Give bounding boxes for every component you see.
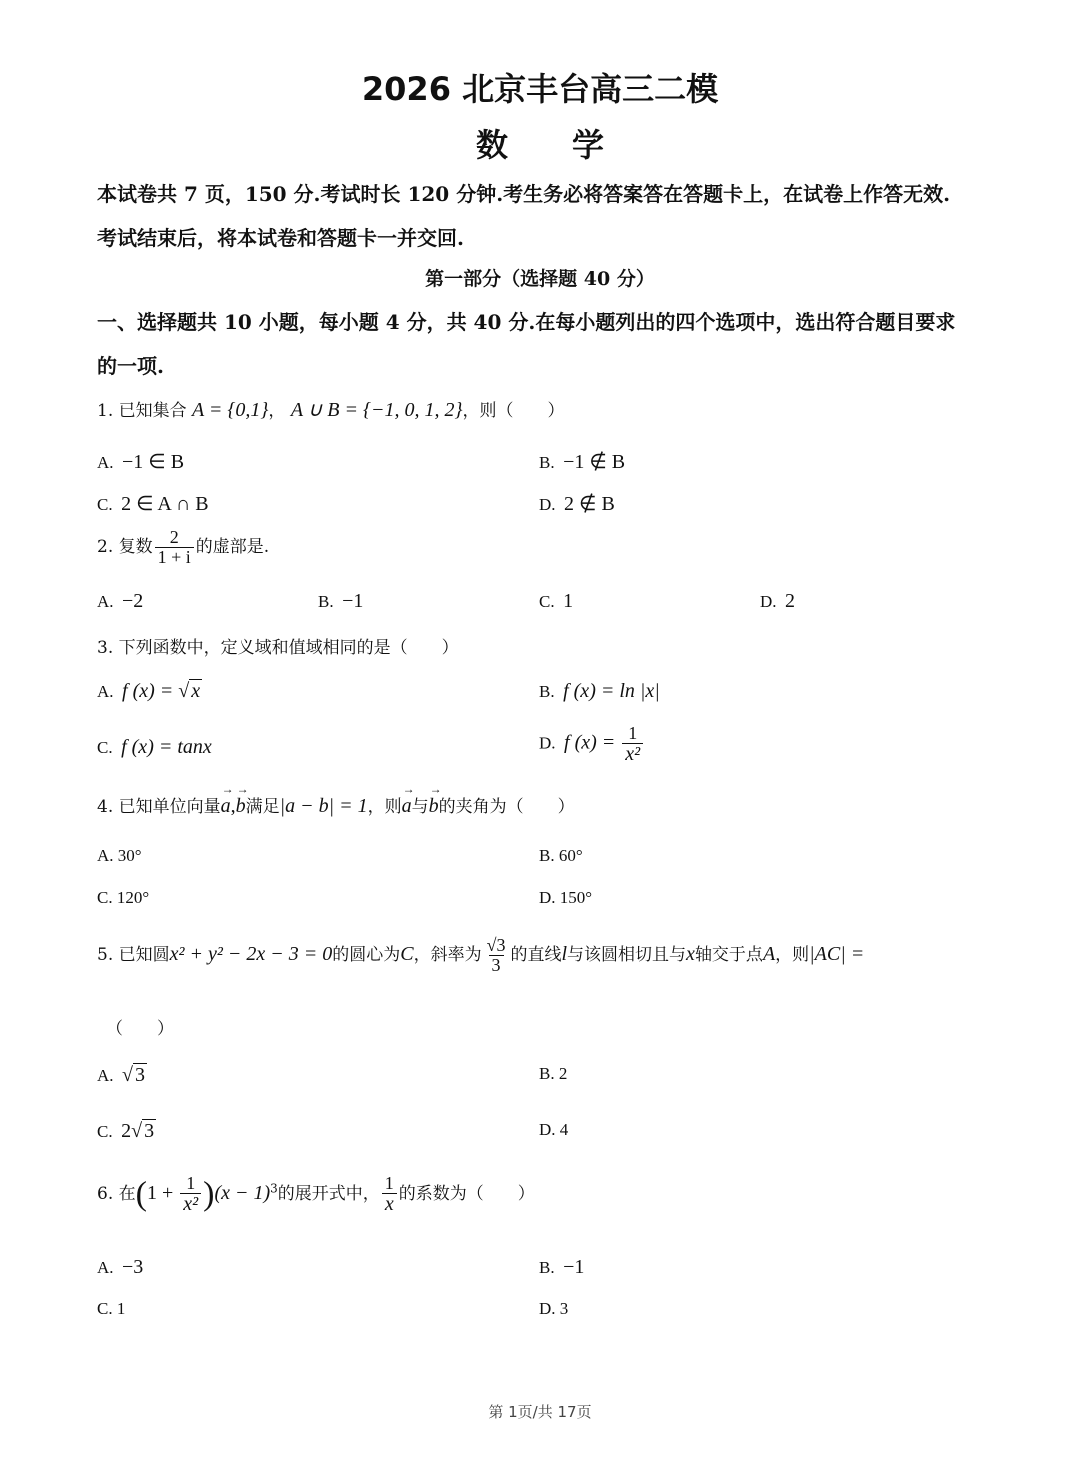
question-number: 5. bbox=[97, 944, 114, 965]
vector-b: → b bbox=[236, 795, 246, 818]
q4-option-c: C. 120° bbox=[97, 888, 150, 907]
question-number: 3. bbox=[97, 638, 114, 658]
question-number: 6. bbox=[97, 1183, 114, 1204]
question-text: ，则 bbox=[367, 797, 402, 817]
q3-option-b: B. f (x) = ln |x| bbox=[539, 680, 660, 702]
question-number: 4. bbox=[97, 797, 114, 817]
q1-option-a: A. −1 ∈ B bbox=[97, 451, 185, 473]
q2-option-c: C. 1 bbox=[539, 590, 574, 612]
question-text: 与 bbox=[411, 797, 429, 817]
q6-option-b: B. −1 bbox=[539, 1256, 585, 1278]
question-text: 已知单位向量 bbox=[118, 797, 221, 817]
question-5: 5. 已知圆x² + y² − 2x − 3 = 0的圆心为C，斜率为 $\frac{√3}{3}$ 的直线l与该圆相切且与x轴交于点A，则|AC| = bbox=[97, 935, 865, 975]
q3-option-c: C. f (x) = tanx bbox=[97, 736, 212, 758]
question-text: ，则（ ） bbox=[462, 401, 565, 421]
question-text: ， bbox=[268, 401, 286, 421]
fraction: $\frac{2}{1 + i}$ bbox=[155, 528, 194, 567]
q1-option-d: D. 2 ∉ B bbox=[539, 493, 615, 515]
question-1 bbox=[97, 396, 565, 422]
q2-option-a: A. −2 bbox=[97, 590, 144, 612]
q6-option-a: A. −3 bbox=[97, 1256, 144, 1278]
q2-option-d: D. 2 bbox=[760, 590, 796, 612]
question-6: 6. 在(1 + $\frac{1}{\text{x²}}$ )$(x - 1)^3$的展开式中， $\frac{1}{x}$ 的系数为（ ） bbox=[97, 1173, 535, 1215]
q2-option-b: B. −1 bbox=[318, 590, 364, 612]
q3-option-d: D. f (x) = $\frac{1}{\text{x²}}$ bbox=[539, 724, 645, 765]
part-title: 第一部分（选择题 40 分） bbox=[425, 268, 655, 290]
intro-line-1: 本试卷共 7 页，150 分.考试时长 120 分钟.考生务必将答案答在答题卡上，在试卷上作答无效. bbox=[97, 182, 951, 206]
section-instruction-1: 一、选择题共 10 小题，每小题 4 分，共 40 分.在每小题列出的四个选项中，选出符合题目要求 bbox=[97, 310, 956, 334]
q5-option-d: D. 4 bbox=[539, 1120, 569, 1139]
intro-line-2: 考试结束后，将本试卷和答题卡一并交回. bbox=[97, 226, 464, 250]
question-text: 复数 bbox=[118, 536, 153, 557]
q1-option-c: C. 2 ∈ A ∩ B bbox=[97, 493, 209, 515]
q4-option-a: A. 30° bbox=[97, 846, 142, 865]
q5-option-b: B. 2 bbox=[539, 1064, 568, 1083]
q6-option-d: D. 3 bbox=[539, 1299, 569, 1318]
question-text: 下列函数中，定义域和值域相同的是（ ） bbox=[118, 638, 459, 658]
q5-option-c: C. 2√ 3 bbox=[97, 1120, 155, 1142]
question-4: 4. 已知单位向量→ a,→ b满足|a − b| = 1，则→ a与→ b的夹角为（ ） bbox=[97, 792, 575, 818]
q1-option-b: B. −1 ∉ B bbox=[539, 451, 626, 473]
section-instruction-2: 的一项. bbox=[97, 354, 164, 378]
math-expression: A ∪ B = {−1, 0, 1, 2} bbox=[290, 399, 463, 421]
math-expression: |a − b| = 1 bbox=[279, 795, 368, 817]
question-number: 1. bbox=[97, 401, 114, 421]
question-3 bbox=[97, 633, 459, 658]
q3-option-a: A. f (x) = √ x bbox=[97, 680, 201, 702]
math-expression: A = {0,1} bbox=[192, 399, 269, 421]
question-text: 的虚部是. bbox=[195, 536, 270, 557]
q4-option-d: D. 150° bbox=[539, 888, 593, 907]
exam-title: 2026 北京丰台高三二模 bbox=[361, 70, 719, 108]
question-2 bbox=[97, 528, 269, 567]
question-text: 已知集合 bbox=[118, 401, 187, 421]
vector-a: → a bbox=[221, 795, 231, 818]
q6-option-c: C. 1 bbox=[97, 1299, 126, 1318]
page-footer: 第 1页/共 17页 bbox=[488, 1403, 592, 1421]
question-number: 2. bbox=[97, 536, 114, 557]
q5-option-a: A. √ 3 bbox=[97, 1064, 146, 1086]
answer-blank: （ ） bbox=[106, 1019, 174, 1039]
q4-option-b: B. 60° bbox=[539, 846, 583, 865]
question-text: 满足 bbox=[245, 797, 280, 817]
question-text: 的夹角为（ ） bbox=[438, 797, 575, 817]
subject-title: 数学 bbox=[475, 126, 668, 164]
